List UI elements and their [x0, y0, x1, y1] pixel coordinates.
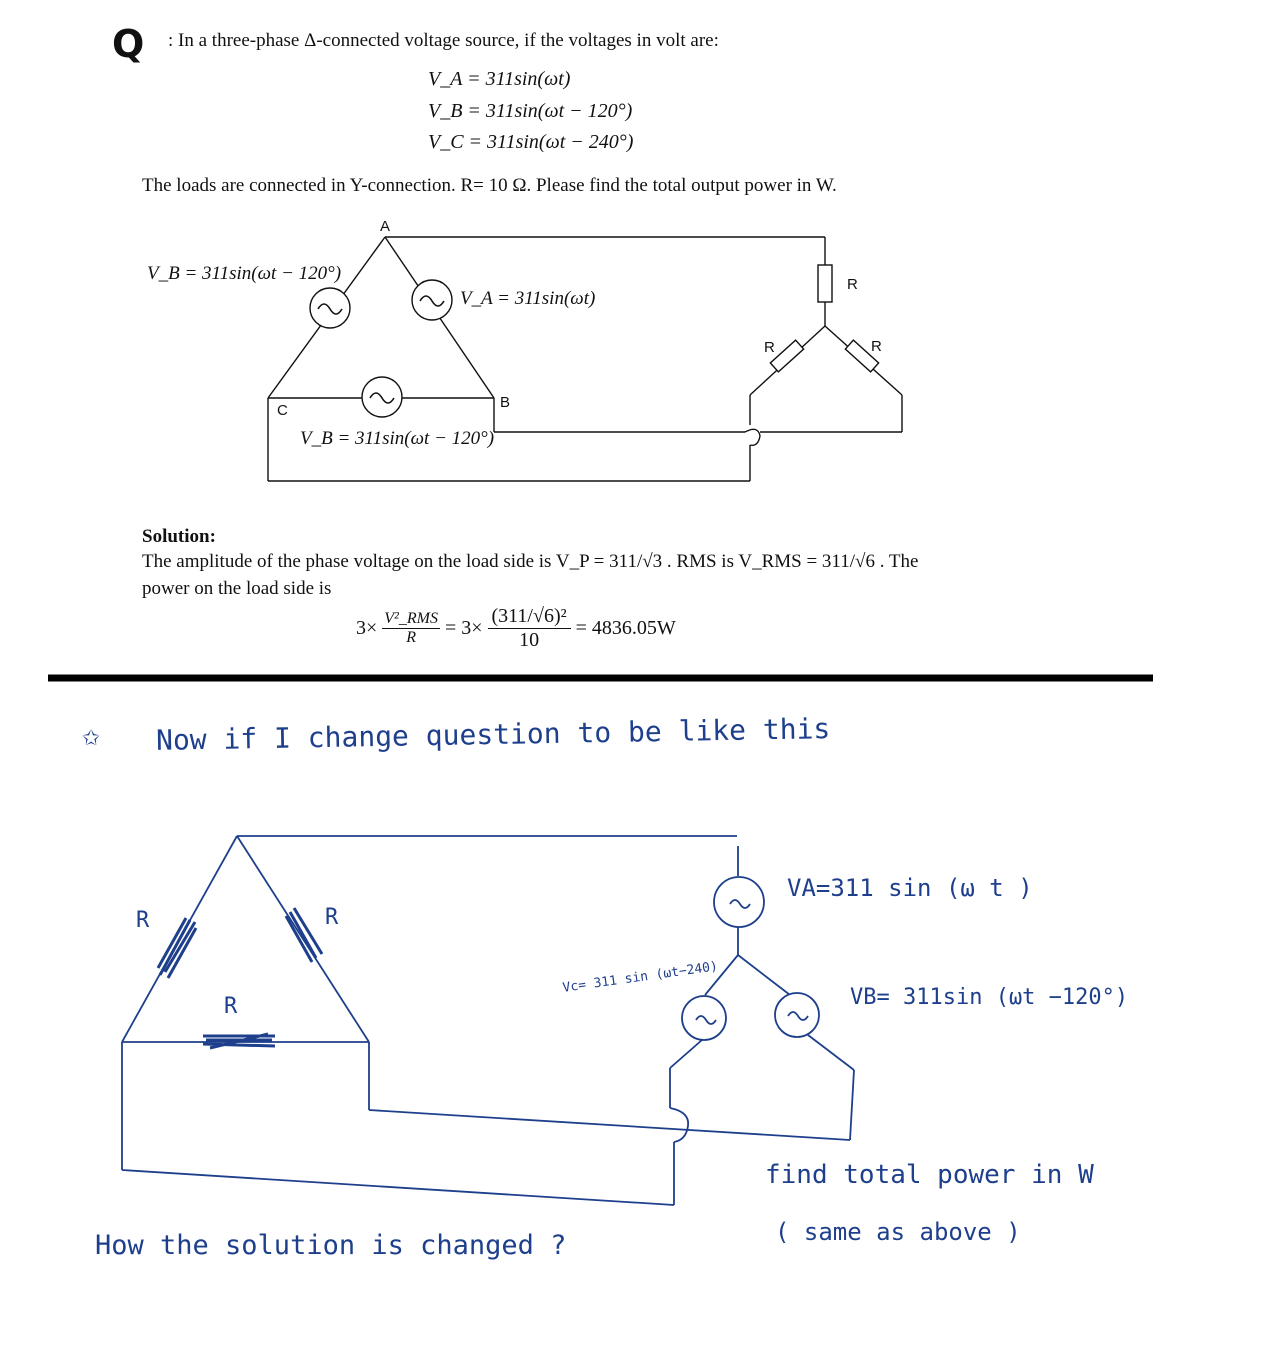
question-mark: Q	[112, 22, 145, 66]
resistor-top	[818, 265, 832, 302]
power-formula	[356, 605, 676, 652]
fraction-1-denominator: R	[406, 629, 416, 646]
fraction-2-denominator: 10	[519, 629, 540, 651]
fraction-1	[382, 610, 440, 647]
handwritten-question: How the solution is changed ?	[95, 1230, 567, 1261]
equation-vc: V_C = 311sin(ωt − 240°)	[428, 131, 634, 153]
formula-result: = 4836.05W	[575, 617, 676, 639]
fraction-2	[488, 605, 571, 652]
handwritten-find-line1: find total power in W	[765, 1160, 1094, 1190]
fraction-1-numerator: V²_RMS	[384, 610, 438, 627]
solution-title: Solution:	[142, 526, 216, 547]
handwritten-find-line2: ( same as above )	[775, 1218, 1021, 1246]
equation-vb: V_B = 311sin(ωt − 120°)	[428, 100, 633, 122]
handwritten-vb-label: VB= 311sin (ωt −120°)	[850, 985, 1129, 1010]
handwritten-vc-label: Vc= 311 sin (ωt−240)	[561, 959, 719, 996]
handwritten-r2: R	[325, 905, 339, 930]
resistor-left	[770, 340, 803, 372]
node-c-label: C	[277, 402, 288, 419]
question-prompt: : In a three-phase Δ-connected voltage source, if the voltages in volt are:	[168, 30, 719, 51]
solution-line-2: power on the load side is	[142, 578, 332, 599]
star-icon: ✩	[82, 718, 101, 753]
node-b-label: B	[500, 394, 511, 411]
va-label: V_A = 311sin(ωt)	[460, 288, 596, 309]
loads-description: The loads are connected in Y-connection. R= 10 Ω. Please find the total output power in W.	[142, 175, 837, 196]
resistor-right-label: R	[871, 338, 882, 355]
node-a-label: A	[380, 218, 391, 235]
handwritten-va-label: VA=311 sin (ω t )	[787, 874, 1033, 902]
equation-va: V_A = 311sin(ωt)	[428, 68, 571, 90]
vb-bottom-label: V_B = 311sin(ωt − 120°)	[300, 428, 495, 449]
resistor-left-label: R	[764, 339, 775, 356]
handwritten-r3: R	[224, 994, 238, 1019]
resistor-top-label: R	[847, 276, 858, 293]
handwritten-note: Now if I change question to be like this	[155, 712, 831, 757]
vb-top-label: V_B = 311sin(ωt − 120°)	[147, 263, 342, 284]
solution-line-1: The amplitude of the phase voltage on the load side is V_P = 311/√3 . RMS is V_RMS = 311/√6 . The	[142, 551, 919, 572]
fraction-2-numerator: (311/√6)²	[488, 605, 571, 629]
formula-prefix: 3×	[356, 617, 378, 639]
formula-mid: = 3×	[444, 617, 483, 639]
handwritten-r1: R	[136, 908, 150, 933]
